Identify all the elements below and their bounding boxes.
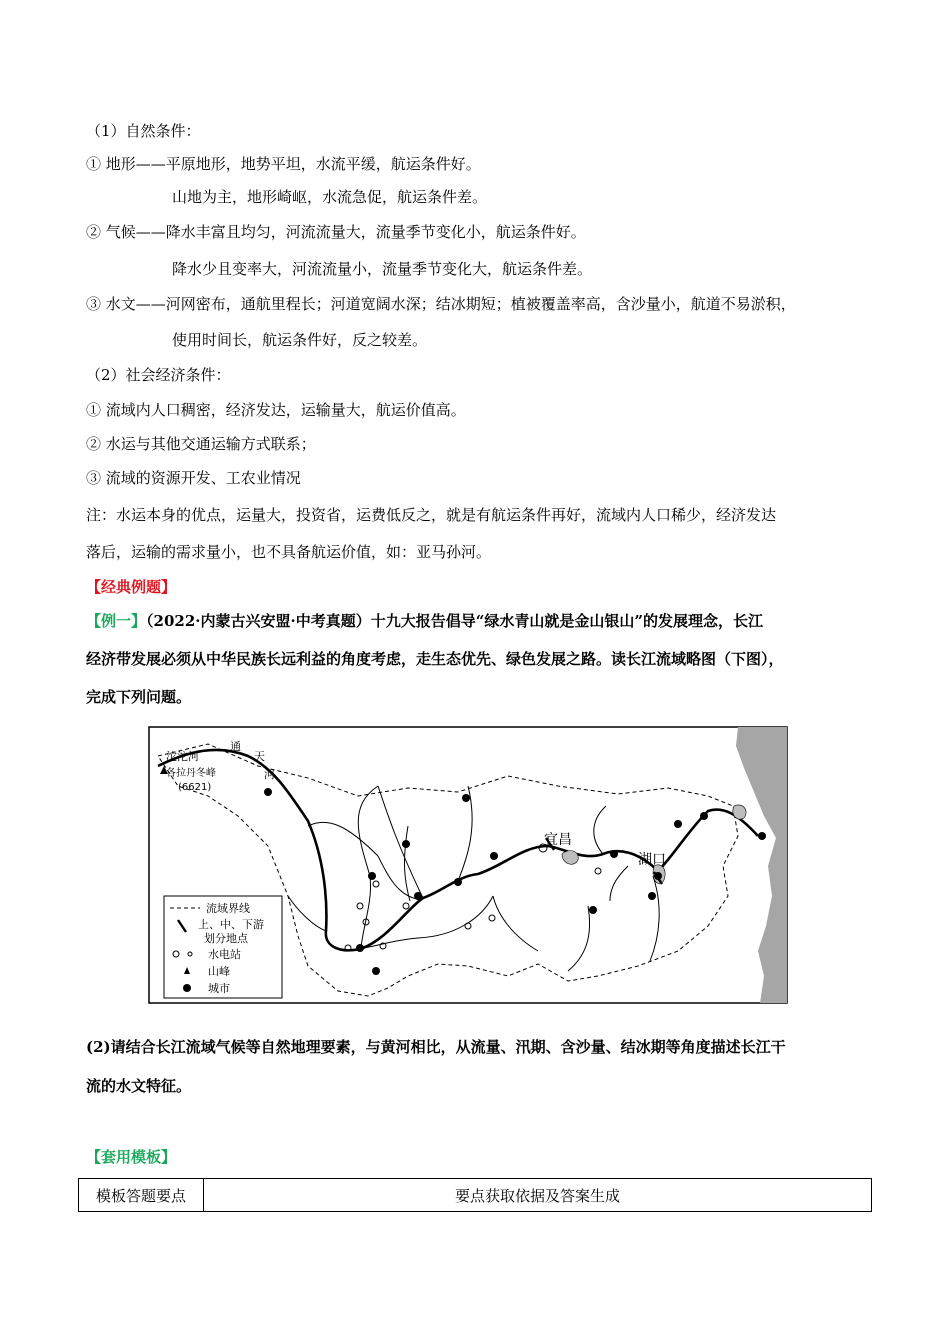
example-tag: 【例一】: [86, 612, 147, 630]
example-line-2: 经济带发展必须从中华民族长远利益的角度考虑，走生态优先、绿色发展之路。读长江流域略图（下图），: [86, 650, 784, 668]
map-legend: [164, 896, 282, 998]
template-table: [78, 1178, 872, 1212]
label-he: 河: [264, 768, 275, 781]
city-marker: [758, 832, 766, 840]
label-yichang: 宜昌: [544, 832, 572, 848]
yangtze-basin-map: [148, 726, 788, 1004]
legend-city-label: 城市: [208, 982, 230, 995]
city-marker: [356, 944, 364, 952]
climate-line-1: ② 气候——降水丰富且均匀，河流流量大，流量季节变化小，航运条件好。: [86, 223, 586, 241]
social-item-3: ③ 流域的资源开发、工农业情况: [86, 469, 301, 487]
city-marker: [610, 850, 618, 858]
example-text-1: （2022·内蒙古兴安盟·中考真题）十九大报告倡导“绿水青山就是金山银山”的发展理念，长江: [146, 612, 763, 630]
lake-taihu: [733, 805, 746, 819]
legend-division-label-1: 上、中、下游: [198, 918, 264, 931]
legend-hydro-label: 水电站: [208, 948, 241, 961]
terrain-line-1: ① 地形——平原地形，地势平坦，水流平缓，航运条件好。: [86, 155, 481, 173]
hydro-line-2: 使用时间长，航运条件好，反之较差。: [172, 331, 428, 349]
city-marker: [589, 906, 597, 914]
natural-heading: （1）自然条件：: [86, 122, 201, 140]
question-2-line-1: (2)请结合长江流域气候等自然地理要素，与黄河相比，从流量、汛期、含沙量、结冰期等角度描述长江干: [86, 1038, 786, 1056]
template-section-title: 【套用模板】: [86, 1148, 177, 1166]
city-marker: [674, 820, 682, 828]
template-table-header-2: 要点获取依据及答案生成: [454, 1186, 620, 1205]
terrain-line-2: 山地为主，地形崎岖，水流急促，航运条件差。: [172, 188, 488, 206]
legend-mountain-label: 山峰: [208, 965, 230, 978]
social-item-1: ① 流域内人口稠密，经济发达，运输量大，航运价值高。: [86, 401, 466, 419]
label-tuotuo-river: 沱沱河: [166, 750, 199, 763]
social-item-2: ② 水运与其他交通运输方式联系；: [86, 435, 316, 453]
legend-boundary-label: 流域界线: [206, 902, 250, 915]
hydro-line-1: ③ 水文——河网密布，通航里程长；河道宽阔水深；结冰期短；植被覆盖率高，含沙量小，航道不易淤积，: [86, 295, 796, 313]
note-line-2: 落后，运输的需求量小，也不具备航运价值，如：亚马孙河。: [86, 543, 492, 561]
climate-line-2: 降水少且变率大，河流流量小，流量季节变化大，航运条件差。: [172, 260, 593, 278]
city-marker: [368, 872, 376, 880]
city-marker: [462, 794, 470, 802]
example-line-1: [86, 611, 763, 631]
label-tong: 通: [230, 740, 241, 753]
city-marker: [264, 788, 272, 796]
city-marker: [414, 892, 422, 900]
social-heading: （2）社会经济条件：: [86, 366, 231, 384]
label-peak-height: (6621): [178, 782, 212, 793]
city-marker: [372, 967, 380, 975]
note-line-1: 注：水运本身的优点，运量大，投资省，运费低反之，就是有航运条件再好，流域内人口稀少，经济发达: [86, 506, 777, 524]
city-marker: [700, 812, 708, 820]
city-marker: [648, 892, 656, 900]
example-section-title: 【经典例题】: [86, 578, 177, 596]
label-tian: 天: [254, 750, 265, 763]
question-2-line-2: 流的水文特征。: [86, 1077, 192, 1095]
city-marker: [402, 840, 410, 848]
city-marker: [454, 878, 462, 886]
label-peak: 各拉丹冬峰: [166, 768, 216, 779]
label-hukou: 湖口: [638, 852, 666, 868]
legend-division-label-2: 划分地点: [204, 932, 248, 945]
example-line-3: 完成下列问题。: [86, 688, 192, 706]
city-marker: [490, 852, 498, 860]
template-table-header-1: 模板答题要点: [79, 1179, 204, 1211]
